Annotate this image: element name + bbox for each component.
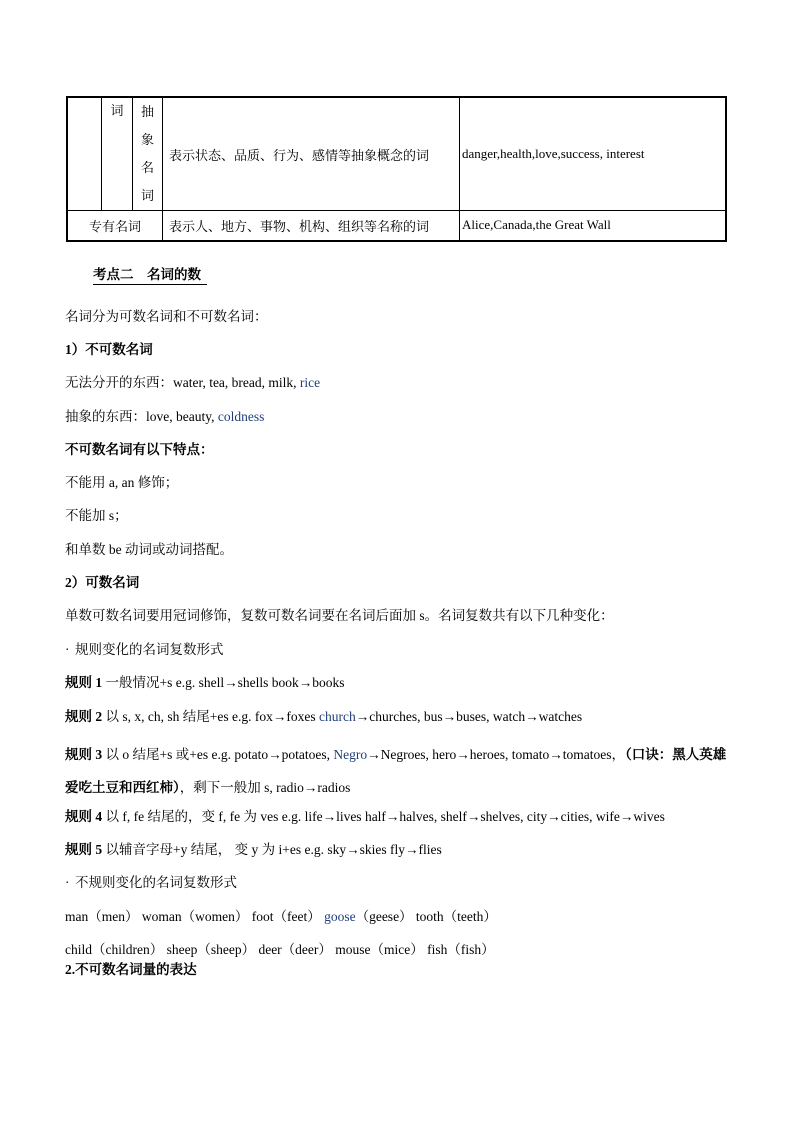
table-row <box>67 97 726 211</box>
feature-1: 不能用 a, an 修饰； <box>65 475 179 490</box>
intro-text: 名词分为可数名词和不可数名词： <box>65 309 268 324</box>
table-cell-description: 表示人、地方、事物、机构、组织等名称的词 <box>163 211 460 241</box>
rule-3: 规则 3 以 o 结尾+s 或+es e.g. potato→potatoes, Negro→Negroes, hero→heroes, tomato→tomatoes，（口诀：黑人英雄爱吃土豆和西红柿），剩下一般加 s, radio→radios <box>65 747 727 795</box>
table-cell-empty <box>67 97 102 211</box>
bullet-regular: · 规则变化的名词复数形式 <box>65 642 224 657</box>
feature-3: 和单数 be 动词或动词搭配。 <box>65 542 233 557</box>
table-cell-subcategory <box>133 97 163 211</box>
table-cell-category: 专有名词 <box>67 211 163 241</box>
bullet-icon: · <box>65 642 70 657</box>
bullet-irregular: · 不规则变化的名词复数形式 <box>65 875 237 890</box>
bullet-icon: · <box>65 875 70 890</box>
section-title: 考点二 名词的数 <box>93 263 207 285</box>
heading-countable: 2）可数名词 <box>65 575 140 590</box>
table-cell-description: 表示状态、品质、行为、感情等抽象概念的词 <box>163 97 460 211</box>
noun-type-table <box>66 96 727 242</box>
subcategory-char: 象 <box>140 132 154 147</box>
uncountable-features-heading: 不可数名词有以下特点： <box>65 442 214 457</box>
rule-5: 规则 5 以辅音字母+y 结尾， 变 y 为 i+es e.g. sky→skies fly→flies <box>65 842 442 857</box>
irregular-examples-1: man（men） woman（women） foot（feet） goose（geese） tooth（teeth） <box>65 909 497 924</box>
table-cell-examples: Alice,Canada,the Great Wall <box>460 211 727 241</box>
rule-4: 规则 4 以 f, fe 结尾的，变 f, fe 为 ves e.g. life→lives half→halves, shelf→shelves, city→cities, wife→wives <box>65 809 665 824</box>
subcategory-char: 词 <box>140 188 154 203</box>
table-cell-category: 词 <box>102 97 133 211</box>
table-row <box>67 211 726 241</box>
countable-intro: 单数可数名词要用冠词修饰，复数可数名词要在名词后面加 s。名词复数共有以下几种变化： <box>65 608 614 623</box>
heading-uncountable: 1）不可数名词 <box>65 342 153 357</box>
irregular-examples-2: child（children） sheep（sheep） deer（deer） mouse（mice） fish（fish） <box>65 942 495 957</box>
uncountable-example-1: 无法分开的东西：water, tea, bread, milk, rice <box>65 375 321 390</box>
rule-2: 规则 2 以 s, x, ch, sh 结尾+es e.g. fox→foxes church→churches, bus→buses, watch→watches <box>65 709 583 724</box>
rule-1: 规则 1 一般情况+s e.g. shell→shells book→books <box>65 675 345 690</box>
uncountable-example-2: 抽象的东西：love, beauty, coldness <box>65 409 265 424</box>
subcategory-char: 抽 <box>140 104 154 119</box>
heading-uncountable-quantity: 2.不可数名词量的表达 <box>65 962 197 977</box>
table-cell-examples: danger,health,love,success, interest <box>460 97 727 211</box>
feature-2: 不能加 s； <box>65 508 128 523</box>
subcategory-char: 名 <box>140 160 154 175</box>
